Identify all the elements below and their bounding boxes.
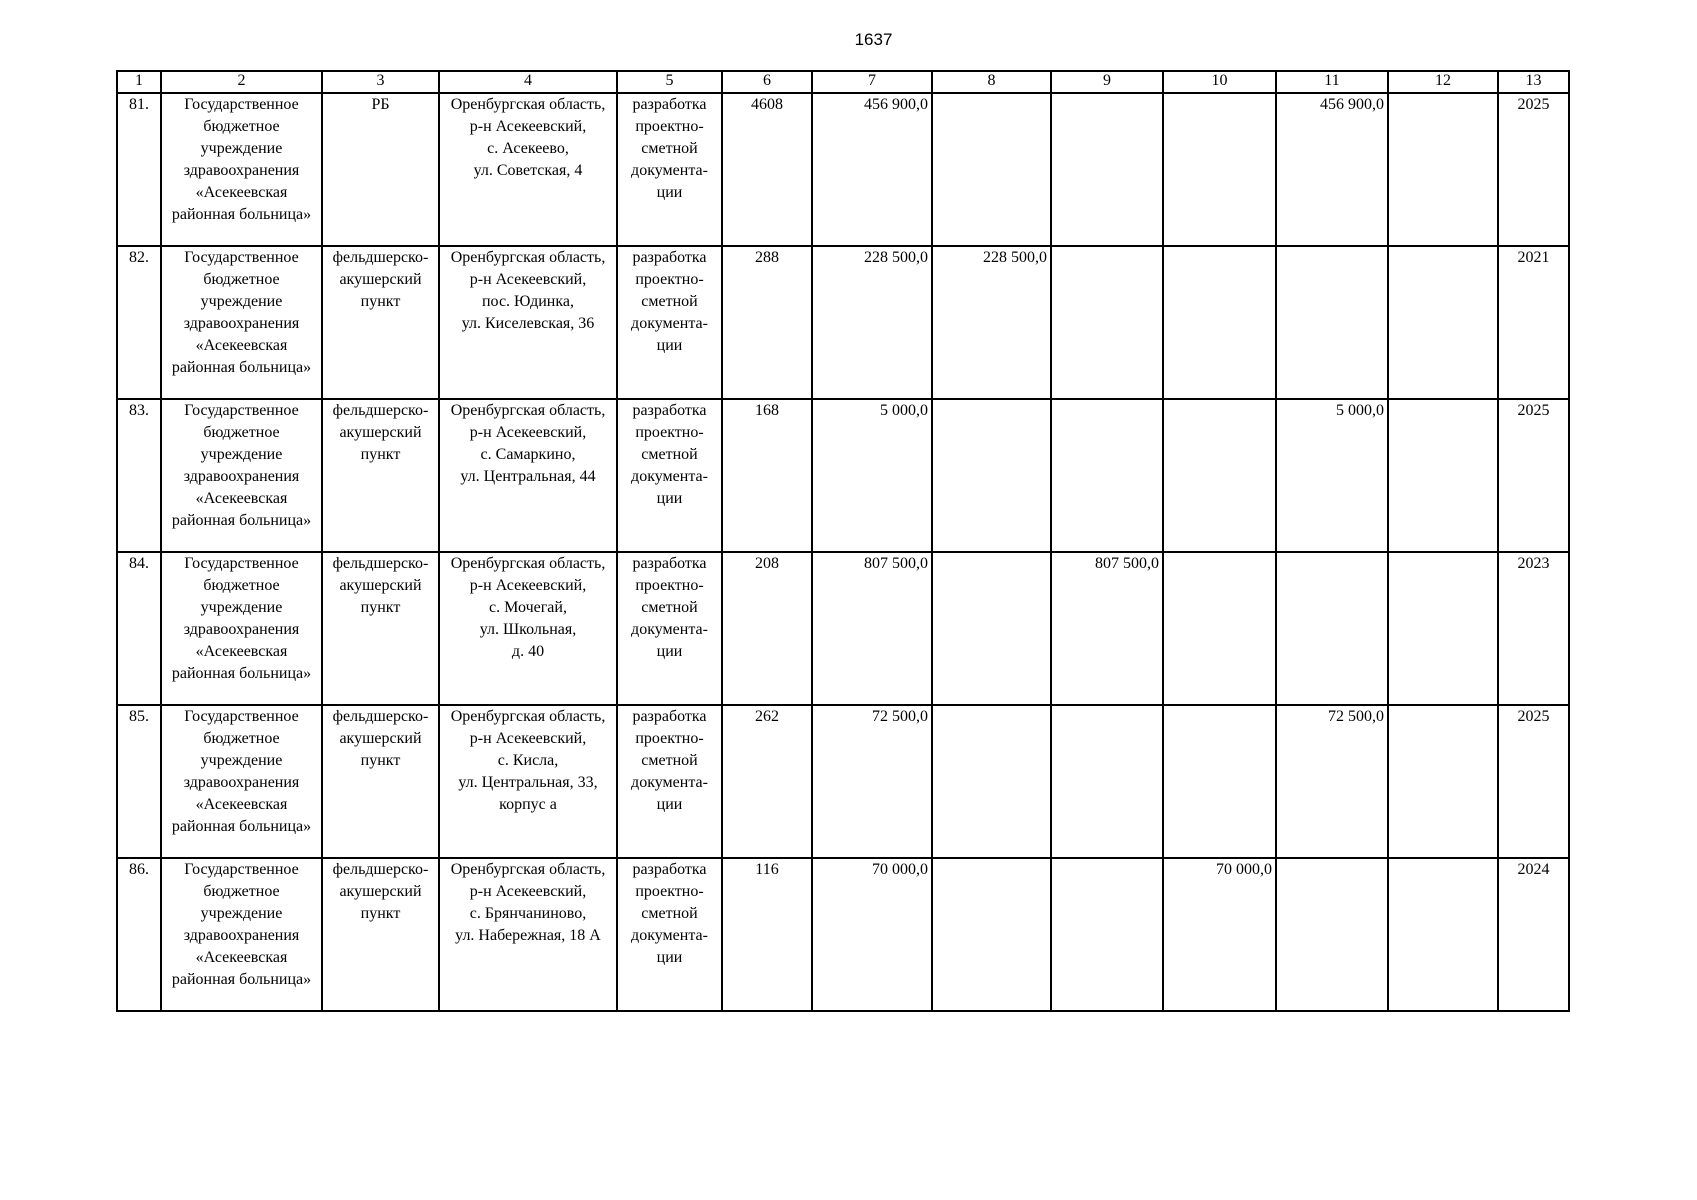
institution-name-line: учреждение: [200, 752, 283, 769]
institution-name-line: «Асекеевская: [195, 490, 288, 507]
column-7-value: 5 000,0: [812, 399, 932, 552]
work-type-line: разработка: [632, 402, 707, 419]
facility-address-line: с. Брянчаниново,: [469, 905, 587, 922]
column-11-value: [1276, 246, 1388, 399]
facility-address-line: ул. Центральная, 44: [460, 468, 596, 485]
institution-name-line: бюджетное: [203, 577, 280, 594]
facility-type: [322, 93, 439, 246]
institution-name: [161, 93, 322, 246]
work-type-line: разработка: [632, 555, 707, 572]
column-header-8: 8: [932, 71, 1051, 93]
institution-name-line: районная больница»: [171, 971, 312, 988]
column-12-value: [1388, 705, 1498, 858]
column-header-13: 13: [1498, 71, 1569, 93]
column-8-value: 228 500,0: [932, 246, 1051, 399]
column-9-value: [1051, 705, 1163, 858]
facility-address-line: р-н Асекеевский,: [469, 118, 587, 135]
column-11-value: [1276, 858, 1388, 1011]
facility-address: [439, 399, 617, 552]
institution-name-line: «Асекеевская: [195, 184, 288, 201]
work-type-line: разработка: [632, 861, 707, 878]
completion-year: 2021: [1498, 246, 1569, 399]
work-type-line: сметной: [641, 752, 698, 769]
facility-address: [439, 93, 617, 246]
facility-address-line: пос. Юдинка,: [481, 293, 574, 310]
work-type-line: сметной: [641, 293, 698, 310]
table-body: [117, 93, 1569, 1011]
column-9-value: [1051, 399, 1163, 552]
institution-name-line: Государственное: [184, 96, 299, 113]
row-number: 83.: [117, 399, 161, 552]
facility-address-line: с. Кисла,: [497, 752, 559, 769]
column-header-11: 11: [1276, 71, 1388, 93]
institution-name-line: здравоохранения: [183, 774, 300, 791]
completion-year: 2023: [1498, 552, 1569, 705]
facility-type-line: акушерский: [339, 883, 422, 900]
facility-type-line: акушерский: [339, 730, 422, 747]
institution-name-line: районная больница»: [171, 206, 312, 223]
column-12-value: [1388, 93, 1498, 246]
facility-type-line: фельдшерско-: [332, 249, 429, 266]
row-number: 81.: [117, 93, 161, 246]
column-6-value: 116: [722, 858, 812, 1011]
institution-name-line: бюджетное: [203, 424, 280, 441]
facility-address-line: Оренбургская область,: [450, 708, 606, 725]
column-8-value: [932, 858, 1051, 1011]
column-header-1: 1: [117, 71, 161, 93]
facility-type-line: акушерский: [339, 577, 422, 594]
column-12-value: [1388, 552, 1498, 705]
institution-name-line: учреждение: [200, 140, 283, 157]
work-type-line: сметной: [641, 446, 698, 463]
work-type-line: проектно-: [635, 271, 704, 288]
facility-type-line: акушерский: [339, 424, 422, 441]
column-6-value: 4608: [722, 93, 812, 246]
work-type-line: проектно-: [635, 577, 704, 594]
institution-name-line: бюджетное: [203, 730, 280, 747]
work-type: [617, 705, 722, 858]
facility-type-line: фельдшерско-: [332, 402, 429, 419]
facility-address: [439, 705, 617, 858]
institution-name-line: здравоохранения: [183, 927, 300, 944]
column-header-7: 7: [812, 71, 932, 93]
work-type-line: документа-: [631, 927, 708, 944]
column-6-value: 262: [722, 705, 812, 858]
work-type-line: проектно-: [635, 118, 704, 135]
work-type-line: документа-: [631, 162, 708, 179]
institution-name-line: районная больница»: [171, 512, 312, 529]
column-11-value: 72 500,0: [1276, 705, 1388, 858]
work-type-line: разработка: [632, 249, 707, 266]
institution-name-line: Государственное: [184, 861, 299, 878]
work-type-line: разработка: [632, 96, 707, 113]
column-9-value: 807 500,0: [1051, 552, 1163, 705]
institution-name-line: районная больница»: [171, 818, 312, 835]
column-11-value: [1276, 552, 1388, 705]
column-8-value: [932, 399, 1051, 552]
work-type-line: ции: [656, 337, 683, 354]
work-type: [617, 552, 722, 705]
work-type-line: ции: [656, 490, 683, 507]
column-9-value: [1051, 858, 1163, 1011]
column-header-9: 9: [1051, 71, 1163, 93]
column-8-value: [932, 552, 1051, 705]
institution-name-line: районная больница»: [171, 359, 312, 376]
column-12-value: [1388, 246, 1498, 399]
work-type-line: разработка: [632, 708, 707, 725]
column-10-value: [1163, 93, 1276, 246]
work-type-line: ции: [656, 796, 683, 813]
facility-address: [439, 552, 617, 705]
header-row: [117, 71, 1569, 93]
column-11-value: 5 000,0: [1276, 399, 1388, 552]
facility-address-line: корпус а: [499, 796, 557, 813]
facility-address-line: Оренбургская область,: [450, 555, 606, 572]
facility-address-line: с. Асекеево,: [487, 140, 569, 157]
facility-address-line: Оренбургская область,: [450, 861, 606, 878]
column-7-value: 807 500,0: [812, 552, 932, 705]
row-number: 84.: [117, 552, 161, 705]
facility-address-line: ул. Школьная,: [479, 621, 577, 638]
completion-year: 2025: [1498, 399, 1569, 552]
institution-name-line: «Асекеевская: [195, 796, 288, 813]
facility-type: [322, 246, 439, 399]
column-7-value: 70 000,0: [812, 858, 932, 1011]
column-header-4: 4: [439, 71, 617, 93]
facility-type-line: фельдшерско-: [332, 861, 429, 878]
facility-address-line: ул. Советская, 4: [473, 162, 583, 179]
institution-name-line: учреждение: [200, 905, 283, 922]
facility-type: [322, 399, 439, 552]
facility-type-line: акушерский: [339, 271, 422, 288]
work-type: [617, 858, 722, 1011]
table-row: [117, 705, 1569, 858]
work-type-line: проектно-: [635, 424, 704, 441]
work-type-line: документа-: [631, 621, 708, 638]
institution-name: [161, 705, 322, 858]
column-10-value: [1163, 399, 1276, 552]
work-type: [617, 399, 722, 552]
facility-type-line: пункт: [360, 293, 401, 310]
facility-address-line: Оренбургская область,: [450, 402, 606, 419]
institution-name: [161, 858, 322, 1011]
column-9-value: [1051, 93, 1163, 246]
institution-name-line: учреждение: [200, 446, 283, 463]
work-type-line: ции: [656, 184, 683, 201]
column-8-value: [932, 93, 1051, 246]
facility-address-line: ул. Набережная, 18 А: [455, 927, 601, 944]
row-number: 85.: [117, 705, 161, 858]
column-7-value: 228 500,0: [812, 246, 932, 399]
facility-address-line: ул. Центральная, 33,: [458, 774, 598, 791]
facility-type-line: РБ: [371, 96, 390, 113]
institution-name-line: Государственное: [184, 402, 299, 419]
institution-name-line: учреждение: [200, 599, 283, 616]
institution-name-line: здравоохранения: [183, 621, 300, 638]
table-row: [117, 246, 1569, 399]
work-type-line: документа-: [631, 315, 708, 332]
institution-name-line: здравоохранения: [183, 468, 300, 485]
table-row: [117, 93, 1569, 246]
table-row: [117, 858, 1569, 1011]
facility-type-line: пункт: [360, 446, 401, 463]
completion-year: 2025: [1498, 705, 1569, 858]
page-number: 1637: [854, 30, 893, 49]
column-header-10: 10: [1163, 71, 1276, 93]
facility-address: [439, 246, 617, 399]
institution-name-line: «Асекеевская: [195, 643, 288, 660]
institution-name: [161, 399, 322, 552]
institution-name-line: учреждение: [200, 293, 283, 310]
column-12-value: [1388, 858, 1498, 1011]
work-type-line: документа-: [631, 774, 708, 791]
column-6-value: 168: [722, 399, 812, 552]
institution-name-line: Государственное: [184, 249, 299, 266]
column-10-value: 70 000,0: [1163, 858, 1276, 1011]
facility-address-line: р-н Асекеевский,: [469, 577, 587, 594]
facility-type-line: пункт: [360, 905, 401, 922]
facility-type-line: фельдшерско-: [332, 555, 429, 572]
work-type: [617, 246, 722, 399]
completion-year: 2024: [1498, 858, 1569, 1011]
column-10-value: [1163, 246, 1276, 399]
work-type-line: сметной: [641, 140, 698, 157]
column-9-value: [1051, 246, 1163, 399]
work-type-line: документа-: [631, 468, 708, 485]
table-row: [117, 552, 1569, 705]
institution-name-line: бюджетное: [203, 883, 280, 900]
column-7-value: 456 900,0: [812, 93, 932, 246]
facility-address-line: Оренбургская область,: [450, 249, 606, 266]
work-type-line: сметной: [641, 905, 698, 922]
facility-type: [322, 705, 439, 858]
facility-address-line: с. Самаркино,: [480, 446, 576, 463]
column-header-5: 5: [617, 71, 722, 93]
institution-name-line: «Асекеевская: [195, 949, 288, 966]
work-type-line: проектно-: [635, 883, 704, 900]
institution-name-line: бюджетное: [203, 118, 280, 135]
facility-type-line: пункт: [360, 599, 401, 616]
column-11-value: 456 900,0: [1276, 93, 1388, 246]
institution-name-line: здравоохранения: [183, 315, 300, 332]
work-type: [617, 93, 722, 246]
facility-address-line: Оренбургская область,: [450, 96, 606, 113]
column-10-value: [1163, 552, 1276, 705]
institution-name-line: районная больница»: [171, 665, 312, 682]
table-row: [117, 399, 1569, 552]
column-7-value: 72 500,0: [812, 705, 932, 858]
column-header-6: 6: [722, 71, 812, 93]
facility-address-line: ул. Киселевская, 36: [461, 315, 595, 332]
column-10-value: [1163, 705, 1276, 858]
column-12-value: [1388, 399, 1498, 552]
column-6-value: 288: [722, 246, 812, 399]
work-type-line: сметной: [641, 599, 698, 616]
facility-type-line: фельдшерско-: [332, 708, 429, 725]
work-type-line: проектно-: [635, 730, 704, 747]
facility-type: [322, 552, 439, 705]
registry-table: [116, 70, 1570, 1012]
work-type-line: ции: [656, 949, 683, 966]
column-6-value: 208: [722, 552, 812, 705]
institution-name: [161, 246, 322, 399]
row-number: 82.: [117, 246, 161, 399]
institution-name-line: бюджетное: [203, 271, 280, 288]
facility-address: [439, 858, 617, 1011]
column-header-12: 12: [1388, 71, 1498, 93]
completion-year: 2025: [1498, 93, 1569, 246]
facility-address-line: р-н Асекеевский,: [469, 424, 587, 441]
column-8-value: [932, 705, 1051, 858]
facility-type: [322, 858, 439, 1011]
column-header-3: 3: [322, 71, 439, 93]
row-number: 86.: [117, 858, 161, 1011]
facility-address-line: р-н Асекеевский,: [469, 883, 587, 900]
work-type-line: ции: [656, 643, 683, 660]
facility-address-line: р-н Асекеевский,: [469, 271, 587, 288]
facility-address-line: д. 40: [511, 643, 545, 660]
column-header-2: 2: [161, 71, 322, 93]
facility-address-line: с. Мочегай,: [489, 599, 567, 616]
facility-type-line: пункт: [360, 752, 401, 769]
institution-name-line: «Асекеевская: [195, 337, 288, 354]
institution-name-line: Государственное: [184, 555, 299, 572]
institution-name-line: Государственное: [184, 708, 299, 725]
institution-name-line: здравоохранения: [183, 162, 300, 179]
institution-name: [161, 552, 322, 705]
facility-address-line: р-н Асекеевский,: [469, 730, 587, 747]
